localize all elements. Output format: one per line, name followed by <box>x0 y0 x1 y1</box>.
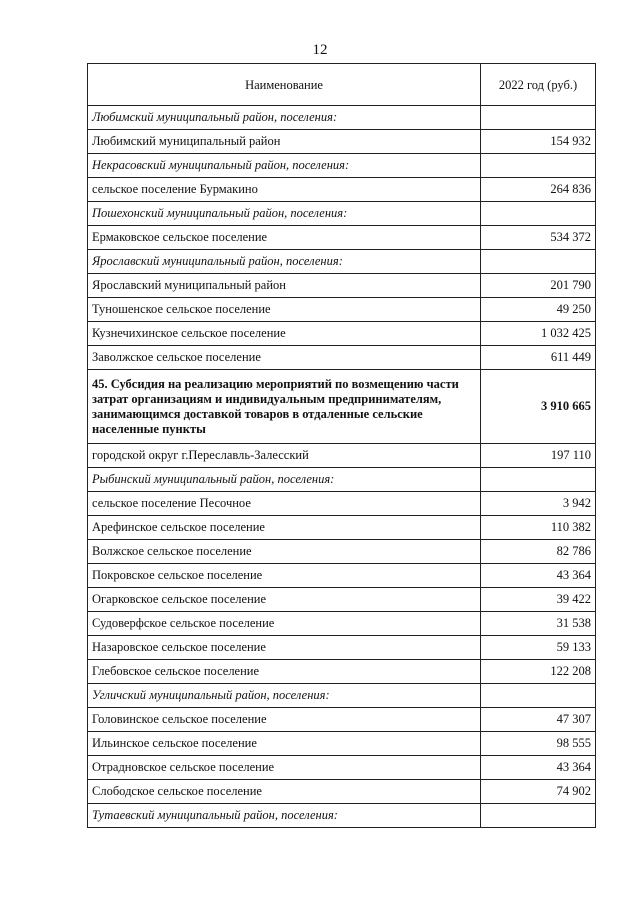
row-value: 611 449 <box>481 346 596 370</box>
table-row <box>88 130 596 154</box>
row-name: сельское поселение Бурмакино <box>88 178 481 202</box>
row-value: 98 555 <box>481 732 596 756</box>
row-value: 43 364 <box>481 756 596 780</box>
table-row <box>88 636 596 660</box>
row-name: Назаровское сельское поселение <box>88 636 481 660</box>
row-value: 3 942 <box>481 492 596 516</box>
row-name: Любимский муниципальный район <box>88 130 481 154</box>
row-value: 49 250 <box>481 298 596 322</box>
row-name: Заволжское сельское поселение <box>88 346 481 370</box>
row-name: Огарковское сельское поселение <box>88 588 481 612</box>
row-value: 3 910 665 <box>481 370 596 444</box>
row-value: 122 208 <box>481 660 596 684</box>
row-name: Волжское сельское поселение <box>88 540 481 564</box>
row-name: Некрасовский муниципальный район, поселения: <box>88 154 481 178</box>
table-row <box>88 298 596 322</box>
row-value: 1 032 425 <box>481 322 596 346</box>
row-value: 47 307 <box>481 708 596 732</box>
table-row <box>88 612 596 636</box>
row-name: Судоверфское сельское поселение <box>88 612 481 636</box>
table-row <box>88 732 596 756</box>
table-row <box>88 756 596 780</box>
table-row <box>88 178 596 202</box>
row-value <box>481 250 596 274</box>
district-row <box>88 684 596 708</box>
column-header-year: 2022 год (руб.) <box>481 64 596 106</box>
subsidy-row <box>88 370 596 444</box>
row-value: 534 372 <box>481 226 596 250</box>
table-row <box>88 564 596 588</box>
table-row <box>88 708 596 732</box>
table-body <box>88 106 596 828</box>
row-name: Ярославский муниципальный район <box>88 274 481 298</box>
row-name: Ильинское сельское поселение <box>88 732 481 756</box>
district-row <box>88 106 596 130</box>
table-row <box>88 226 596 250</box>
row-name: Пошехонский муниципальный район, поселения: <box>88 202 481 226</box>
row-name: Ярославский муниципальный район, поселения: <box>88 250 481 274</box>
row-name: Кузнечихинское сельское поселение <box>88 322 481 346</box>
row-name: Арефинское сельское поселение <box>88 516 481 540</box>
row-name: сельское поселение Песочное <box>88 492 481 516</box>
row-name: Покровское сельское поселение <box>88 564 481 588</box>
row-value <box>481 468 596 492</box>
district-row <box>88 804 596 828</box>
row-name: 45. Субсидия на реализацию мероприятий по возмещению части затрат организациям и индивидуальным предпринимателям, занимающимся доставкой товаров в отдаленные сельские населенные пункты <box>88 370 481 444</box>
row-value: 74 902 <box>481 780 596 804</box>
table-row <box>88 780 596 804</box>
row-value: 197 110 <box>481 444 596 468</box>
row-name: Тутаевский муниципальный район, поселения: <box>88 804 481 828</box>
row-name: Рыбинский муниципальный район, поселения: <box>88 468 481 492</box>
row-name: Туношенское сельское поселение <box>88 298 481 322</box>
table-row <box>88 444 596 468</box>
row-name: Отрадновское сельское поселение <box>88 756 481 780</box>
row-name: Ермаковское сельское поселение <box>88 226 481 250</box>
table-header-row <box>88 64 596 106</box>
row-value: 31 538 <box>481 612 596 636</box>
row-value <box>481 202 596 226</box>
table-row <box>88 274 596 298</box>
row-value <box>481 804 596 828</box>
table-row <box>88 346 596 370</box>
row-value: 59 133 <box>481 636 596 660</box>
row-value: 39 422 <box>481 588 596 612</box>
row-value: 264 836 <box>481 178 596 202</box>
row-value: 82 786 <box>481 540 596 564</box>
row-value: 154 932 <box>481 130 596 154</box>
table-row <box>88 540 596 564</box>
page-number: 12 <box>312 42 328 58</box>
row-value: 110 382 <box>481 516 596 540</box>
table-row <box>88 516 596 540</box>
row-value <box>481 684 596 708</box>
district-row <box>88 202 596 226</box>
row-name: Угличский муниципальный район, поселения: <box>88 684 481 708</box>
table-row <box>88 492 596 516</box>
row-name: городской округ г.Переславль-Залесский <box>88 444 481 468</box>
table-row <box>88 660 596 684</box>
row-value: 201 790 <box>481 274 596 298</box>
row-name: Головинское сельское поселение <box>88 708 481 732</box>
row-value <box>481 154 596 178</box>
row-value <box>481 106 596 130</box>
row-name: Любимский муниципальный район, поселения: <box>88 106 481 130</box>
district-row <box>88 468 596 492</box>
row-value: 43 364 <box>481 564 596 588</box>
row-name: Глебовское сельское поселение <box>88 660 481 684</box>
table-row <box>88 322 596 346</box>
district-row <box>88 250 596 274</box>
budget-table <box>87 63 596 828</box>
district-row <box>88 154 596 178</box>
column-header-name: Наименование <box>88 64 481 106</box>
table-row <box>88 588 596 612</box>
row-name: Слободское сельское поселение <box>88 780 481 804</box>
